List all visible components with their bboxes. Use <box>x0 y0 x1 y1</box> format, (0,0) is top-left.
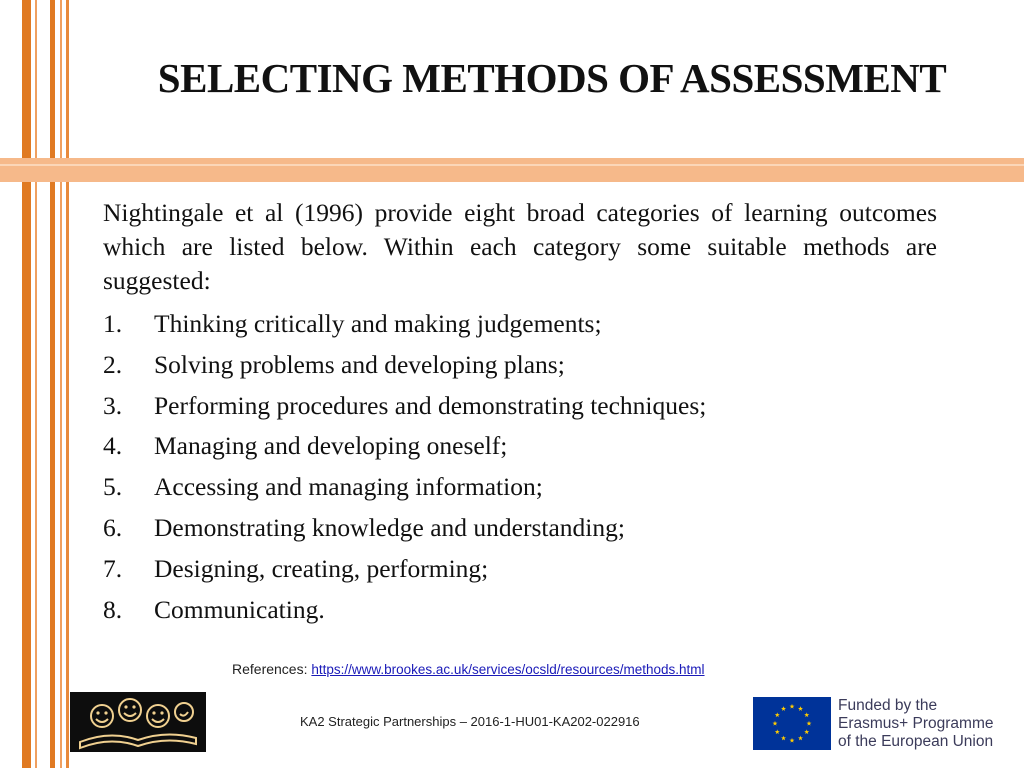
left-stripe-4 <box>60 0 62 768</box>
list-number: 4. <box>103 431 123 461</box>
list-text: Managing and developing oneself; <box>154 431 508 461</box>
list-text: Designing, creating, performing; <box>154 553 489 583</box>
list-item <box>103 345 937 386</box>
eu-line: Funded by the <box>838 697 938 714</box>
list-text: Demonstrating knowledge and understanding; <box>154 512 625 542</box>
eu-funding-text <box>838 697 993 751</box>
list-number: 7. <box>103 553 123 583</box>
left-stripe-2 <box>35 0 37 768</box>
list-number: 8. <box>103 594 123 624</box>
list-text: Thinking critically and making judgements; <box>154 309 602 338</box>
project-reference: KA2 Strategic Partnerships – 2016-1-HU01-KA202-022916 <box>300 714 640 729</box>
list-text: Solving problems and developing plans; <box>154 349 565 379</box>
list-number: 3. <box>103 390 123 420</box>
smiley-faces-logo-icon <box>70 692 206 752</box>
list-item <box>103 467 937 508</box>
header-band <box>0 158 1024 182</box>
eu-line: of the European Union <box>838 733 994 750</box>
list-item <box>103 426 937 467</box>
list-text: Accessing and managing information; <box>154 472 543 502</box>
left-stripe-3 <box>50 0 55 768</box>
intro-paragraph: Nightingale et al (1996) provide eight broad categories of learning outcomes which are listed below. Within each category some suitable methods are suggested: <box>103 198 937 295</box>
eu-flag-icon <box>753 697 831 750</box>
eu-line: Erasmus+ Programme <box>838 715 994 732</box>
left-stripe-1 <box>22 0 31 768</box>
header-band-line <box>0 164 1024 166</box>
references-link[interactable]: https://www.brookes.ac.uk/services/ocsld/resources/methods.html <box>311 662 705 677</box>
outcomes-list <box>103 304 937 630</box>
list-item <box>103 304 937 345</box>
list-item <box>103 508 937 549</box>
slide-body <box>103 196 937 630</box>
list-item <box>103 386 937 427</box>
list-number: 1. <box>103 309 123 338</box>
list-number: 5. <box>103 472 123 502</box>
left-stripe-5 <box>66 0 69 768</box>
list-text: Communicating. <box>154 594 325 624</box>
references-label: References: <box>232 661 308 677</box>
list-text: Performing procedures and demonstrating techniques; <box>154 390 707 420</box>
list-number: 2. <box>103 349 123 379</box>
list-item <box>103 549 937 590</box>
slide-title: SELECTING METHODS OF ASSESSMENT <box>157 55 947 101</box>
project-logo <box>70 692 206 752</box>
list-item <box>103 590 937 631</box>
list-number: 6. <box>103 512 123 542</box>
references-line <box>232 661 705 677</box>
